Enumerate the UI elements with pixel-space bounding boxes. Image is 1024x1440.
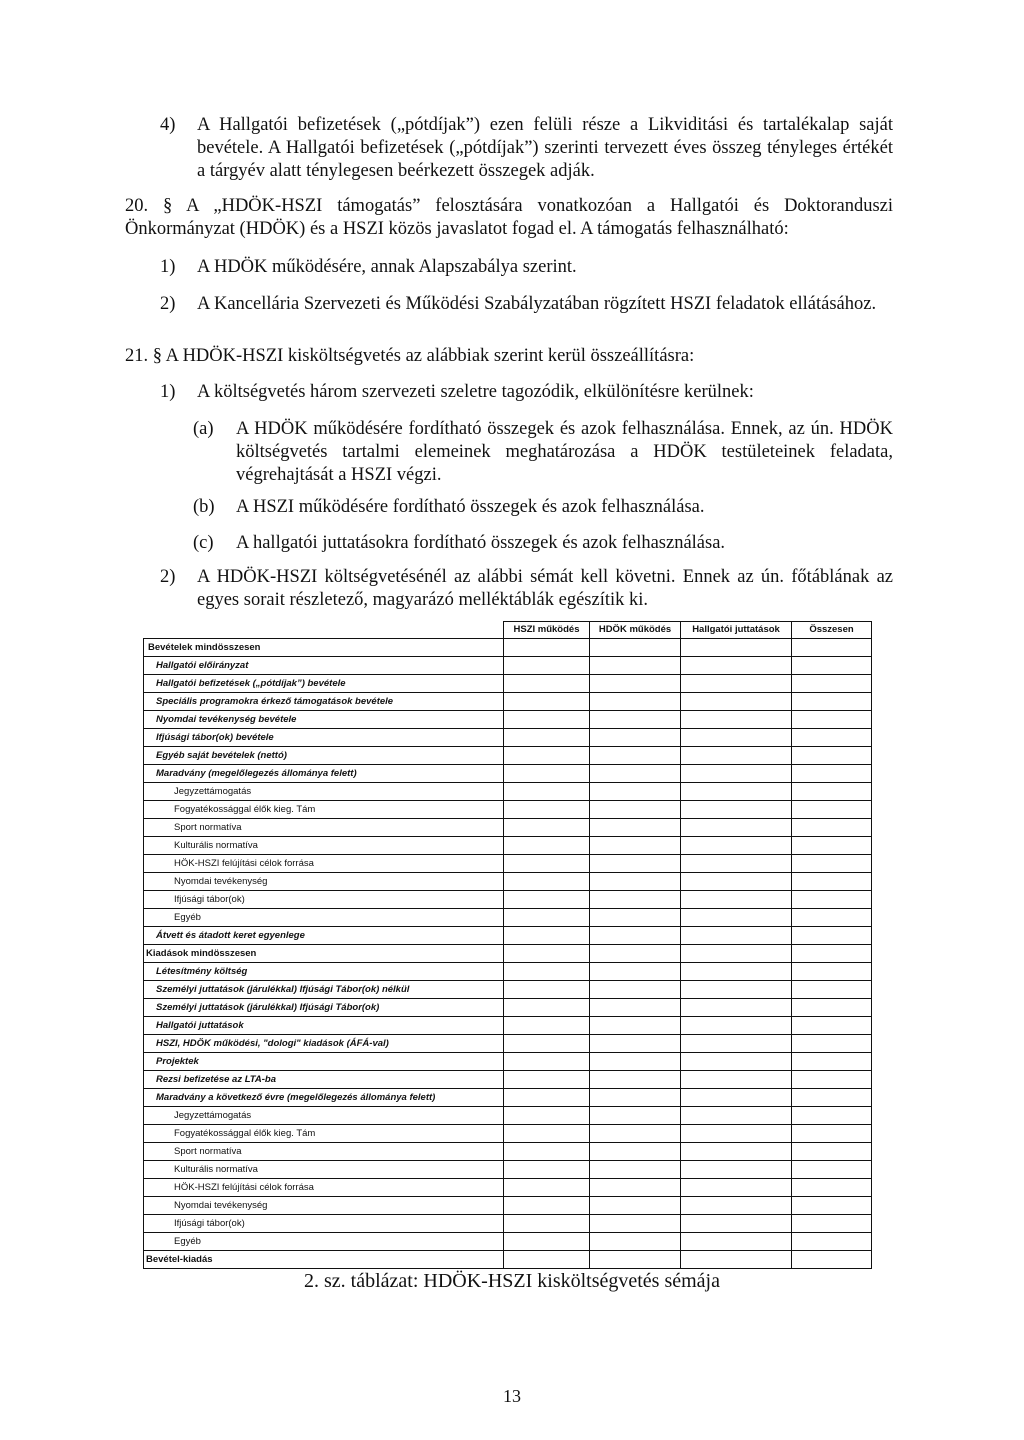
value-cell [681, 945, 792, 963]
value-cell [681, 747, 792, 765]
table-row [144, 1035, 872, 1053]
table-row [144, 837, 872, 855]
table-header-row [144, 622, 872, 639]
value-cell [792, 783, 872, 801]
table-row [144, 1017, 872, 1035]
table-row [144, 1215, 872, 1233]
header-hszi: HSZI működés [504, 622, 590, 639]
table-row [144, 981, 872, 999]
value-cell [590, 981, 681, 999]
table-row [144, 1143, 872, 1161]
value-cell [504, 783, 590, 801]
para4-text: A Hallgatói befizetések („pótdíjak”) ezen felüli része a Likviditási és tartalékalap saját bevétele. A Hallgatói befizetések („pótdíjak”) szerinti tervezett éves összeg tényleges értékét a tárgyév alatt ténylegesen beérkezett összegek adják. [197, 115, 893, 181]
value-cell [590, 711, 681, 729]
row-label: Rezsi befizetése az LTA-ba [144, 1071, 504, 1089]
value-cell [590, 1233, 681, 1251]
table-row [144, 1251, 872, 1269]
row-label: Projektek [144, 1053, 504, 1071]
value-cell [792, 1017, 872, 1035]
value-cell [681, 837, 792, 855]
table-row [144, 639, 872, 657]
table-row [144, 963, 872, 981]
value-cell [504, 1017, 590, 1035]
value-cell [792, 747, 872, 765]
sub-c-label: (c) [193, 533, 214, 553]
sec20-item2-text: A Kancellária Szervezeti és Működési Szabályzatában rögzített HSZI feladatok ellátásához. [197, 294, 877, 314]
sec20-item1-number: 1) [160, 257, 176, 277]
value-cell [792, 999, 872, 1017]
value-cell [504, 1179, 590, 1197]
value-cell [681, 963, 792, 981]
value-cell [792, 675, 872, 693]
value-cell [590, 891, 681, 909]
value-cell [590, 1035, 681, 1053]
para4-number: 4) [160, 115, 176, 135]
value-cell [504, 945, 590, 963]
table-row [144, 1107, 872, 1125]
value-cell [681, 711, 792, 729]
row-label: Hallgatói befizetések („pótdíjak”) bevétele [144, 675, 504, 693]
value-cell [792, 693, 872, 711]
value-cell [792, 945, 872, 963]
sub-a-label: (a) [193, 419, 214, 439]
value-cell [590, 855, 681, 873]
value-cell [681, 675, 792, 693]
row-label: Jegyzettámogatás [144, 1107, 504, 1125]
budget-schema-table [143, 621, 872, 1269]
table-row [144, 855, 872, 873]
table-row [144, 747, 872, 765]
value-cell [681, 873, 792, 891]
value-cell [590, 873, 681, 891]
table-row [144, 1053, 872, 1071]
value-cell [590, 1179, 681, 1197]
value-cell [792, 765, 872, 783]
value-cell [681, 1161, 792, 1179]
sub-a-text: A HDÖK működésére fordítható összegek és azok felhasználása. Ennek, az ún. HDÖK költségvetés tartalmi elemeinek meghatározása a HDÖK testületeinek feladata, végrehajtását a HSZI végzi. [236, 419, 893, 485]
value-cell [681, 765, 792, 783]
row-label: Jegyzettámogatás [144, 783, 504, 801]
value-cell [792, 1035, 872, 1053]
value-cell [792, 729, 872, 747]
row-label: Személyi juttatások (járulékkal) Ifjúsági Tábor(ok) nélkül [144, 981, 504, 999]
value-cell [681, 981, 792, 999]
value-cell [590, 1089, 681, 1107]
value-cell [590, 1197, 681, 1215]
row-label: Nyomdai tevékenység [144, 1197, 504, 1215]
value-cell [792, 657, 872, 675]
row-label: Hallgatói előirányzat [144, 657, 504, 675]
table-row [144, 1071, 872, 1089]
value-cell [504, 909, 590, 927]
table-row [144, 909, 872, 927]
value-cell [792, 801, 872, 819]
row-label: Nyomdai tevékenység [144, 873, 504, 891]
value-cell [681, 1071, 792, 1089]
row-label: Speciális programokra érkező támogatások bevétele [144, 693, 504, 711]
table-row [144, 765, 872, 783]
value-cell [504, 1035, 590, 1053]
table-row [144, 783, 872, 801]
table-row [144, 1161, 872, 1179]
value-cell [590, 1071, 681, 1089]
value-cell [590, 729, 681, 747]
value-cell [792, 1053, 872, 1071]
row-label: Átvett és átadott keret egyenlege [144, 927, 504, 945]
value-cell [792, 1071, 872, 1089]
value-cell [792, 1197, 872, 1215]
value-cell [681, 855, 792, 873]
value-cell [590, 963, 681, 981]
table-row [144, 873, 872, 891]
table-row [144, 1179, 872, 1197]
value-cell [504, 1053, 590, 1071]
value-cell [681, 1179, 792, 1197]
value-cell [504, 801, 590, 819]
header-juttatasok: Hallgatói juttatások [681, 622, 792, 639]
value-cell [681, 999, 792, 1017]
value-cell [504, 1215, 590, 1233]
value-cell [590, 1251, 681, 1269]
value-cell [590, 1125, 681, 1143]
value-cell [590, 693, 681, 711]
sec20-item1-text: A HDÖK működésére, annak Alapszabálya szerint. [197, 257, 577, 277]
value-cell [792, 855, 872, 873]
table-row [144, 675, 872, 693]
row-label: Nyomdai tevékenység bevétele [144, 711, 504, 729]
value-cell [792, 1107, 872, 1125]
value-cell [590, 1143, 681, 1161]
value-cell [504, 999, 590, 1017]
value-cell [590, 1053, 681, 1071]
value-cell [504, 927, 590, 945]
value-cell [504, 747, 590, 765]
value-cell [504, 693, 590, 711]
row-label: HSZI, HDÖK működési, "dologi" kiadások (ÁFÁ-val) [144, 1035, 504, 1053]
row-label: HÖK-HSZI felújítási célok forrása [144, 1179, 504, 1197]
value-cell [504, 1197, 590, 1215]
value-cell [504, 981, 590, 999]
value-cell [681, 1197, 792, 1215]
value-cell [792, 1143, 872, 1161]
row-label: Bevétel-kiadás [144, 1251, 504, 1269]
value-cell [681, 729, 792, 747]
value-cell [590, 909, 681, 927]
row-label: Ifjúsági tábor(ok) bevétele [144, 729, 504, 747]
row-label: Létesítmény költség [144, 963, 504, 981]
table-row [144, 1197, 872, 1215]
value-cell [590, 657, 681, 675]
value-cell [504, 1233, 590, 1251]
table-row [144, 711, 872, 729]
row-label: Bevételek mindösszesen [144, 639, 504, 657]
value-cell [504, 837, 590, 855]
value-cell [504, 1125, 590, 1143]
value-cell [504, 711, 590, 729]
value-cell [590, 801, 681, 819]
value-cell [792, 1233, 872, 1251]
value-cell [681, 1251, 792, 1269]
value-cell [681, 1017, 792, 1035]
page-number: 13 [503, 1386, 521, 1406]
table-row [144, 891, 872, 909]
sub-c-text: A hallgatói juttatásokra fordítható összegek és azok felhasználása. [236, 533, 726, 553]
table-row [144, 801, 872, 819]
value-cell [681, 819, 792, 837]
sec20-item2-number: 2) [160, 294, 176, 314]
value-cell [590, 675, 681, 693]
value-cell [792, 909, 872, 927]
value-cell [681, 657, 792, 675]
row-label: Személyi juttatások (járulékkal) Ifjúsági Tábor(ok) [144, 999, 504, 1017]
value-cell [590, 1161, 681, 1179]
value-cell [504, 1071, 590, 1089]
row-label: Ifjúsági tábor(ok) [144, 891, 504, 909]
value-cell [792, 873, 872, 891]
value-cell [504, 963, 590, 981]
row-label: Hallgatói juttatások [144, 1017, 504, 1035]
value-cell [681, 693, 792, 711]
row-label: Egyéb [144, 909, 504, 927]
row-label: Kiadások mindösszesen [144, 945, 504, 963]
value-cell [681, 639, 792, 657]
value-cell [792, 1215, 872, 1233]
value-cell [504, 675, 590, 693]
value-cell [504, 1143, 590, 1161]
sub-b-label: (b) [193, 497, 215, 517]
row-label: Fogyatékossággal élők kieg. Tám [144, 1125, 504, 1143]
table-row [144, 927, 872, 945]
value-cell [504, 819, 590, 837]
row-label: Kulturális normatíva [144, 1161, 504, 1179]
value-cell [590, 1215, 681, 1233]
table-caption: 2. sz. táblázat: HDÖK-HSZI kisköltségvetés sémája [303, 1270, 720, 1292]
value-cell [681, 927, 792, 945]
value-cell [590, 783, 681, 801]
value-cell [792, 1089, 872, 1107]
value-cell [792, 1161, 872, 1179]
value-cell [504, 729, 590, 747]
sec21-item1-number: 1) [160, 382, 176, 402]
row-label: Maradvány a következő évre (megelőlegezés állománya felett) [144, 1089, 504, 1107]
value-cell [792, 891, 872, 909]
table-body [144, 639, 872, 1269]
value-cell [681, 891, 792, 909]
value-cell [681, 1215, 792, 1233]
table-row [144, 945, 872, 963]
row-label: Egyéb [144, 1233, 504, 1251]
section-20-text: 20. § A „HDÖK-HSZI támogatás” felosztására vonatkozóan a Hallgatói és Doktoranduszi Önkormányzat (HDÖK) és a HSZI közös javaslatot fogad el. A támogatás felhasználható: [125, 196, 893, 239]
value-cell [792, 981, 872, 999]
value-cell [590, 1017, 681, 1035]
value-cell [590, 1107, 681, 1125]
value-cell [792, 1179, 872, 1197]
value-cell [504, 873, 590, 891]
value-cell [681, 1107, 792, 1125]
value-cell [792, 819, 872, 837]
value-cell [792, 639, 872, 657]
value-cell [681, 1233, 792, 1251]
value-cell [590, 765, 681, 783]
table-row [144, 657, 872, 675]
value-cell [792, 837, 872, 855]
value-cell [681, 1143, 792, 1161]
value-cell [681, 1035, 792, 1053]
value-cell [681, 801, 792, 819]
value-cell [504, 855, 590, 873]
value-cell [504, 891, 590, 909]
sec21-item1-text: A költségvetés három szervezeti szeletre tagozódik, elkülönítésre kerülnek: [197, 382, 754, 402]
value-cell [681, 1053, 792, 1071]
value-cell [590, 999, 681, 1017]
value-cell [504, 765, 590, 783]
value-cell [504, 639, 590, 657]
value-cell [792, 711, 872, 729]
header-corner [144, 622, 504, 639]
value-cell [590, 945, 681, 963]
sub-b-text: A HSZI működésére fordítható összegek és azok felhasználása. [236, 497, 705, 517]
table-row [144, 693, 872, 711]
table-row [144, 1233, 872, 1251]
value-cell [681, 783, 792, 801]
value-cell [590, 639, 681, 657]
table-row [144, 1089, 872, 1107]
row-label: Kulturális normatíva [144, 837, 504, 855]
table-row [144, 819, 872, 837]
value-cell [504, 1089, 590, 1107]
value-cell [590, 819, 681, 837]
sec21-item2-text: A HDÖK-HSZI költségvetésénél az alábbi sémát kell követni. Ennek az ún. főtáblának az egyes sorait részletező, magyarázó melléktáblák egészítik ki. [197, 567, 893, 610]
value-cell [792, 1125, 872, 1143]
sec21-item2-number: 2) [160, 567, 176, 587]
value-cell [504, 1107, 590, 1125]
table-row [144, 999, 872, 1017]
row-label: Fogyatékossággal élők kieg. Tám [144, 801, 504, 819]
row-label: Maradvány (megelőlegezés állománya felett) [144, 765, 504, 783]
value-cell [792, 963, 872, 981]
header-osszesen: Összesen [792, 622, 872, 639]
table-row [144, 1125, 872, 1143]
value-cell [681, 909, 792, 927]
row-label: Sport normatíva [144, 819, 504, 837]
row-label: Ifjúsági tábor(ok) [144, 1215, 504, 1233]
row-label: Sport normatíva [144, 1143, 504, 1161]
row-label: HÖK-HSZI felújítási célok forrása [144, 855, 504, 873]
value-cell [792, 1251, 872, 1269]
value-cell [792, 927, 872, 945]
value-cell [681, 1125, 792, 1143]
section-21-text: 21. § A HDÖK-HSZI kisköltségvetés az alábbiak szerint kerül összeállításra: [125, 346, 695, 366]
value-cell [504, 657, 590, 675]
table-row [144, 729, 872, 747]
value-cell [590, 927, 681, 945]
value-cell [681, 1089, 792, 1107]
header-hdok: HDÖK működés [590, 622, 681, 639]
value-cell [590, 747, 681, 765]
value-cell [504, 1161, 590, 1179]
row-label: Egyéb saját bevételek (nettó) [144, 747, 504, 765]
value-cell [590, 837, 681, 855]
value-cell [504, 1251, 590, 1269]
